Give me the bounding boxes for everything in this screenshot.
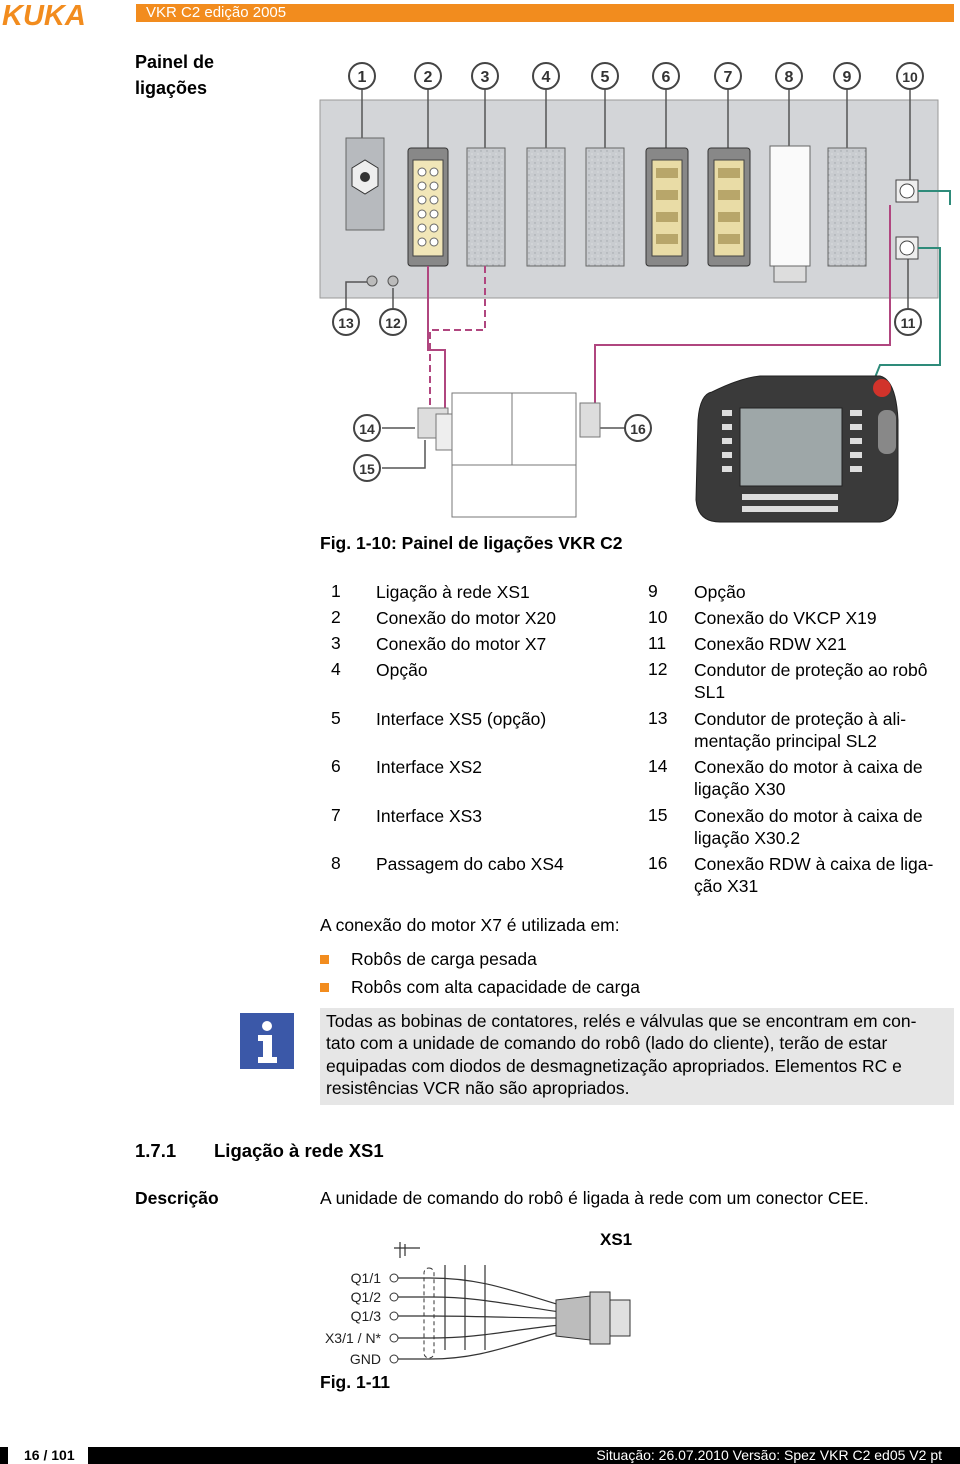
pin-label: X3/1 / N* bbox=[324, 1330, 381, 1346]
legend-text: Conexão do motor X20 bbox=[376, 608, 556, 628]
xs1-connector-figure bbox=[300, 1225, 660, 1385]
info-icon bbox=[240, 1013, 294, 1069]
legend-text: Opção bbox=[694, 582, 746, 602]
callout-3 bbox=[472, 63, 498, 89]
interface-xs3 bbox=[708, 148, 750, 266]
legend-text: Passagem do cabo XS4 bbox=[376, 854, 564, 874]
svg-text:12: 12 bbox=[385, 315, 401, 331]
callout-5 bbox=[592, 63, 618, 89]
callout-6 bbox=[653, 63, 679, 89]
legend-num: 9 bbox=[648, 581, 658, 601]
legend-num: 6 bbox=[331, 756, 341, 776]
svg-text:10: 10 bbox=[902, 69, 918, 85]
callout-14 bbox=[354, 415, 380, 441]
svg-text:4: 4 bbox=[541, 69, 551, 86]
legend-text: Interface XS5 (opção) bbox=[376, 709, 547, 729]
bullet-marker bbox=[320, 955, 329, 964]
legend-num: 2 bbox=[331, 607, 341, 627]
note-line: tato com a unidade de comando do robô (lado do cliente), terão de estar bbox=[326, 1033, 888, 1054]
callout-4 bbox=[533, 63, 559, 89]
side-heading-line1: Painel de bbox=[135, 52, 215, 72]
svg-text:16: 16 bbox=[630, 421, 646, 437]
connection-panel-figure bbox=[0, 0, 960, 530]
logo-text: KUKA bbox=[2, 0, 86, 30]
svg-text:11: 11 bbox=[900, 315, 916, 331]
callout-9 bbox=[834, 63, 860, 89]
cable-passage-xs4 bbox=[770, 146, 810, 282]
blank-plate-9 bbox=[828, 148, 866, 266]
section-number: 1.7.1 bbox=[135, 1140, 177, 1161]
legend-text: Conexão do motor à caixa de bbox=[694, 806, 923, 826]
page-number: 16 / 101 bbox=[24, 1447, 75, 1463]
bullet-item: Robôs com alta capacidade de carga bbox=[351, 977, 640, 997]
legend-text-cont: ção X31 bbox=[694, 876, 759, 896]
blank-plate-3 bbox=[467, 148, 505, 266]
pin-label: Q1/3 bbox=[350, 1308, 381, 1324]
svg-text:14: 14 bbox=[359, 421, 375, 437]
legend-text-cont: SL1 bbox=[694, 682, 726, 702]
legend-num: 11 bbox=[648, 633, 667, 653]
legend-num: 10 bbox=[648, 607, 668, 627]
legend-text: Condutor de proteção ao robô bbox=[694, 660, 928, 680]
callout-13 bbox=[333, 309, 359, 335]
figure-caption: Fig. 1-11 bbox=[320, 1372, 391, 1392]
svg-text:9: 9 bbox=[842, 69, 852, 86]
legend-text-cont: ligação X30.2 bbox=[694, 828, 801, 848]
legend-num: 13 bbox=[648, 708, 668, 728]
xs1-label: XS1 bbox=[600, 1230, 633, 1249]
blank-plate-4 bbox=[527, 148, 565, 266]
svg-text:2: 2 bbox=[423, 69, 433, 86]
callout-15 bbox=[354, 455, 380, 481]
interface-xs2 bbox=[646, 148, 688, 266]
svg-text:6: 6 bbox=[661, 69, 671, 86]
note-line: resistências VCR não são apropriados. bbox=[326, 1077, 630, 1098]
bullet-item: Robôs de carga pesada bbox=[351, 949, 537, 969]
legend-text: Ligação à rede XS1 bbox=[376, 582, 530, 602]
legend-text: Conexão do motor à caixa de bbox=[694, 757, 923, 777]
callout-2 bbox=[415, 63, 441, 89]
motor-connector-x20 bbox=[408, 148, 448, 266]
svg-text:5: 5 bbox=[600, 69, 610, 86]
legend-text: Interface XS2 bbox=[376, 757, 483, 777]
legend-text-cont: mentação principal SL2 bbox=[694, 731, 877, 751]
doc-title: VKR C2 edição 2005 bbox=[146, 4, 287, 21]
svg-text:1: 1 bbox=[357, 69, 367, 86]
teach-pendant bbox=[696, 376, 898, 522]
legend-num: 8 bbox=[331, 853, 341, 873]
svg-text:8: 8 bbox=[784, 69, 794, 86]
svg-text:15: 15 bbox=[359, 461, 375, 477]
legend-text: Opção bbox=[376, 660, 428, 680]
callout-8 bbox=[776, 63, 802, 89]
robot-junction-box bbox=[418, 393, 600, 517]
legend-text: Conexão do motor X7 bbox=[376, 634, 547, 654]
svg-text:3: 3 bbox=[480, 69, 490, 86]
pin-label: GND bbox=[349, 1351, 381, 1367]
legend-text: Conexão do VKCP X19 bbox=[694, 608, 877, 628]
callout-1 bbox=[349, 63, 375, 89]
bullet-marker bbox=[320, 983, 329, 992]
mains-socket-xs1 bbox=[346, 138, 384, 230]
figure-caption: Fig. 1-10: Painel de ligações VKR C2 bbox=[320, 533, 623, 553]
usage-intro: A conexão do motor X7 é utilizada em: bbox=[320, 915, 620, 935]
blank-plate-5 bbox=[586, 148, 624, 266]
pin-label: Q1/1 bbox=[350, 1270, 381, 1286]
legend-text-cont: ligação X30 bbox=[694, 779, 786, 799]
callout-10 bbox=[897, 63, 923, 89]
legend-num: 7 bbox=[331, 805, 341, 825]
note-text bbox=[326, 1010, 950, 1099]
pin-label: Q1/2 bbox=[350, 1289, 381, 1305]
callout-7 bbox=[715, 63, 741, 89]
legend-num: 3 bbox=[331, 633, 341, 653]
legend-text: Conexão RDW X21 bbox=[694, 634, 847, 654]
status-text: Situação: 26.07.2010 Versão: Spez VKR C2 ed05 V2 pt bbox=[596, 1447, 942, 1463]
legend-text: Conexão RDW à caixa de liga- bbox=[694, 854, 934, 874]
description-text: A unidade de comando do robô é ligada à rede com um conector CEE. bbox=[320, 1188, 869, 1208]
cee-plug bbox=[556, 1292, 630, 1344]
side-heading-line2: ligações bbox=[135, 78, 208, 98]
legend-num: 1 bbox=[331, 581, 341, 601]
callout-12 bbox=[380, 309, 406, 335]
legend-num: 12 bbox=[648, 659, 668, 679]
legend-num: 14 bbox=[648, 756, 668, 776]
legend-text: Interface XS3 bbox=[376, 806, 483, 826]
description-label: Descrição bbox=[135, 1188, 219, 1208]
svg-text:7: 7 bbox=[723, 69, 733, 86]
legend-num: 4 bbox=[331, 659, 341, 679]
note-line: equipadas com diodos de desmagnetização apropriados. Elementos RC e bbox=[326, 1055, 902, 1076]
legend-num: 16 bbox=[648, 853, 668, 873]
callout-11 bbox=[895, 309, 921, 335]
legend-num: 5 bbox=[331, 708, 341, 728]
callout-16 bbox=[625, 415, 651, 441]
svg-text:13: 13 bbox=[338, 315, 354, 331]
note-line: Todas as bobinas de contatores, relés e válvulas que se encontram em con- bbox=[326, 1011, 917, 1031]
legend-text: Condutor de proteção à ali- bbox=[694, 709, 907, 729]
legend-num: 15 bbox=[648, 805, 668, 825]
section-title: Ligação à rede XS1 bbox=[214, 1140, 384, 1161]
